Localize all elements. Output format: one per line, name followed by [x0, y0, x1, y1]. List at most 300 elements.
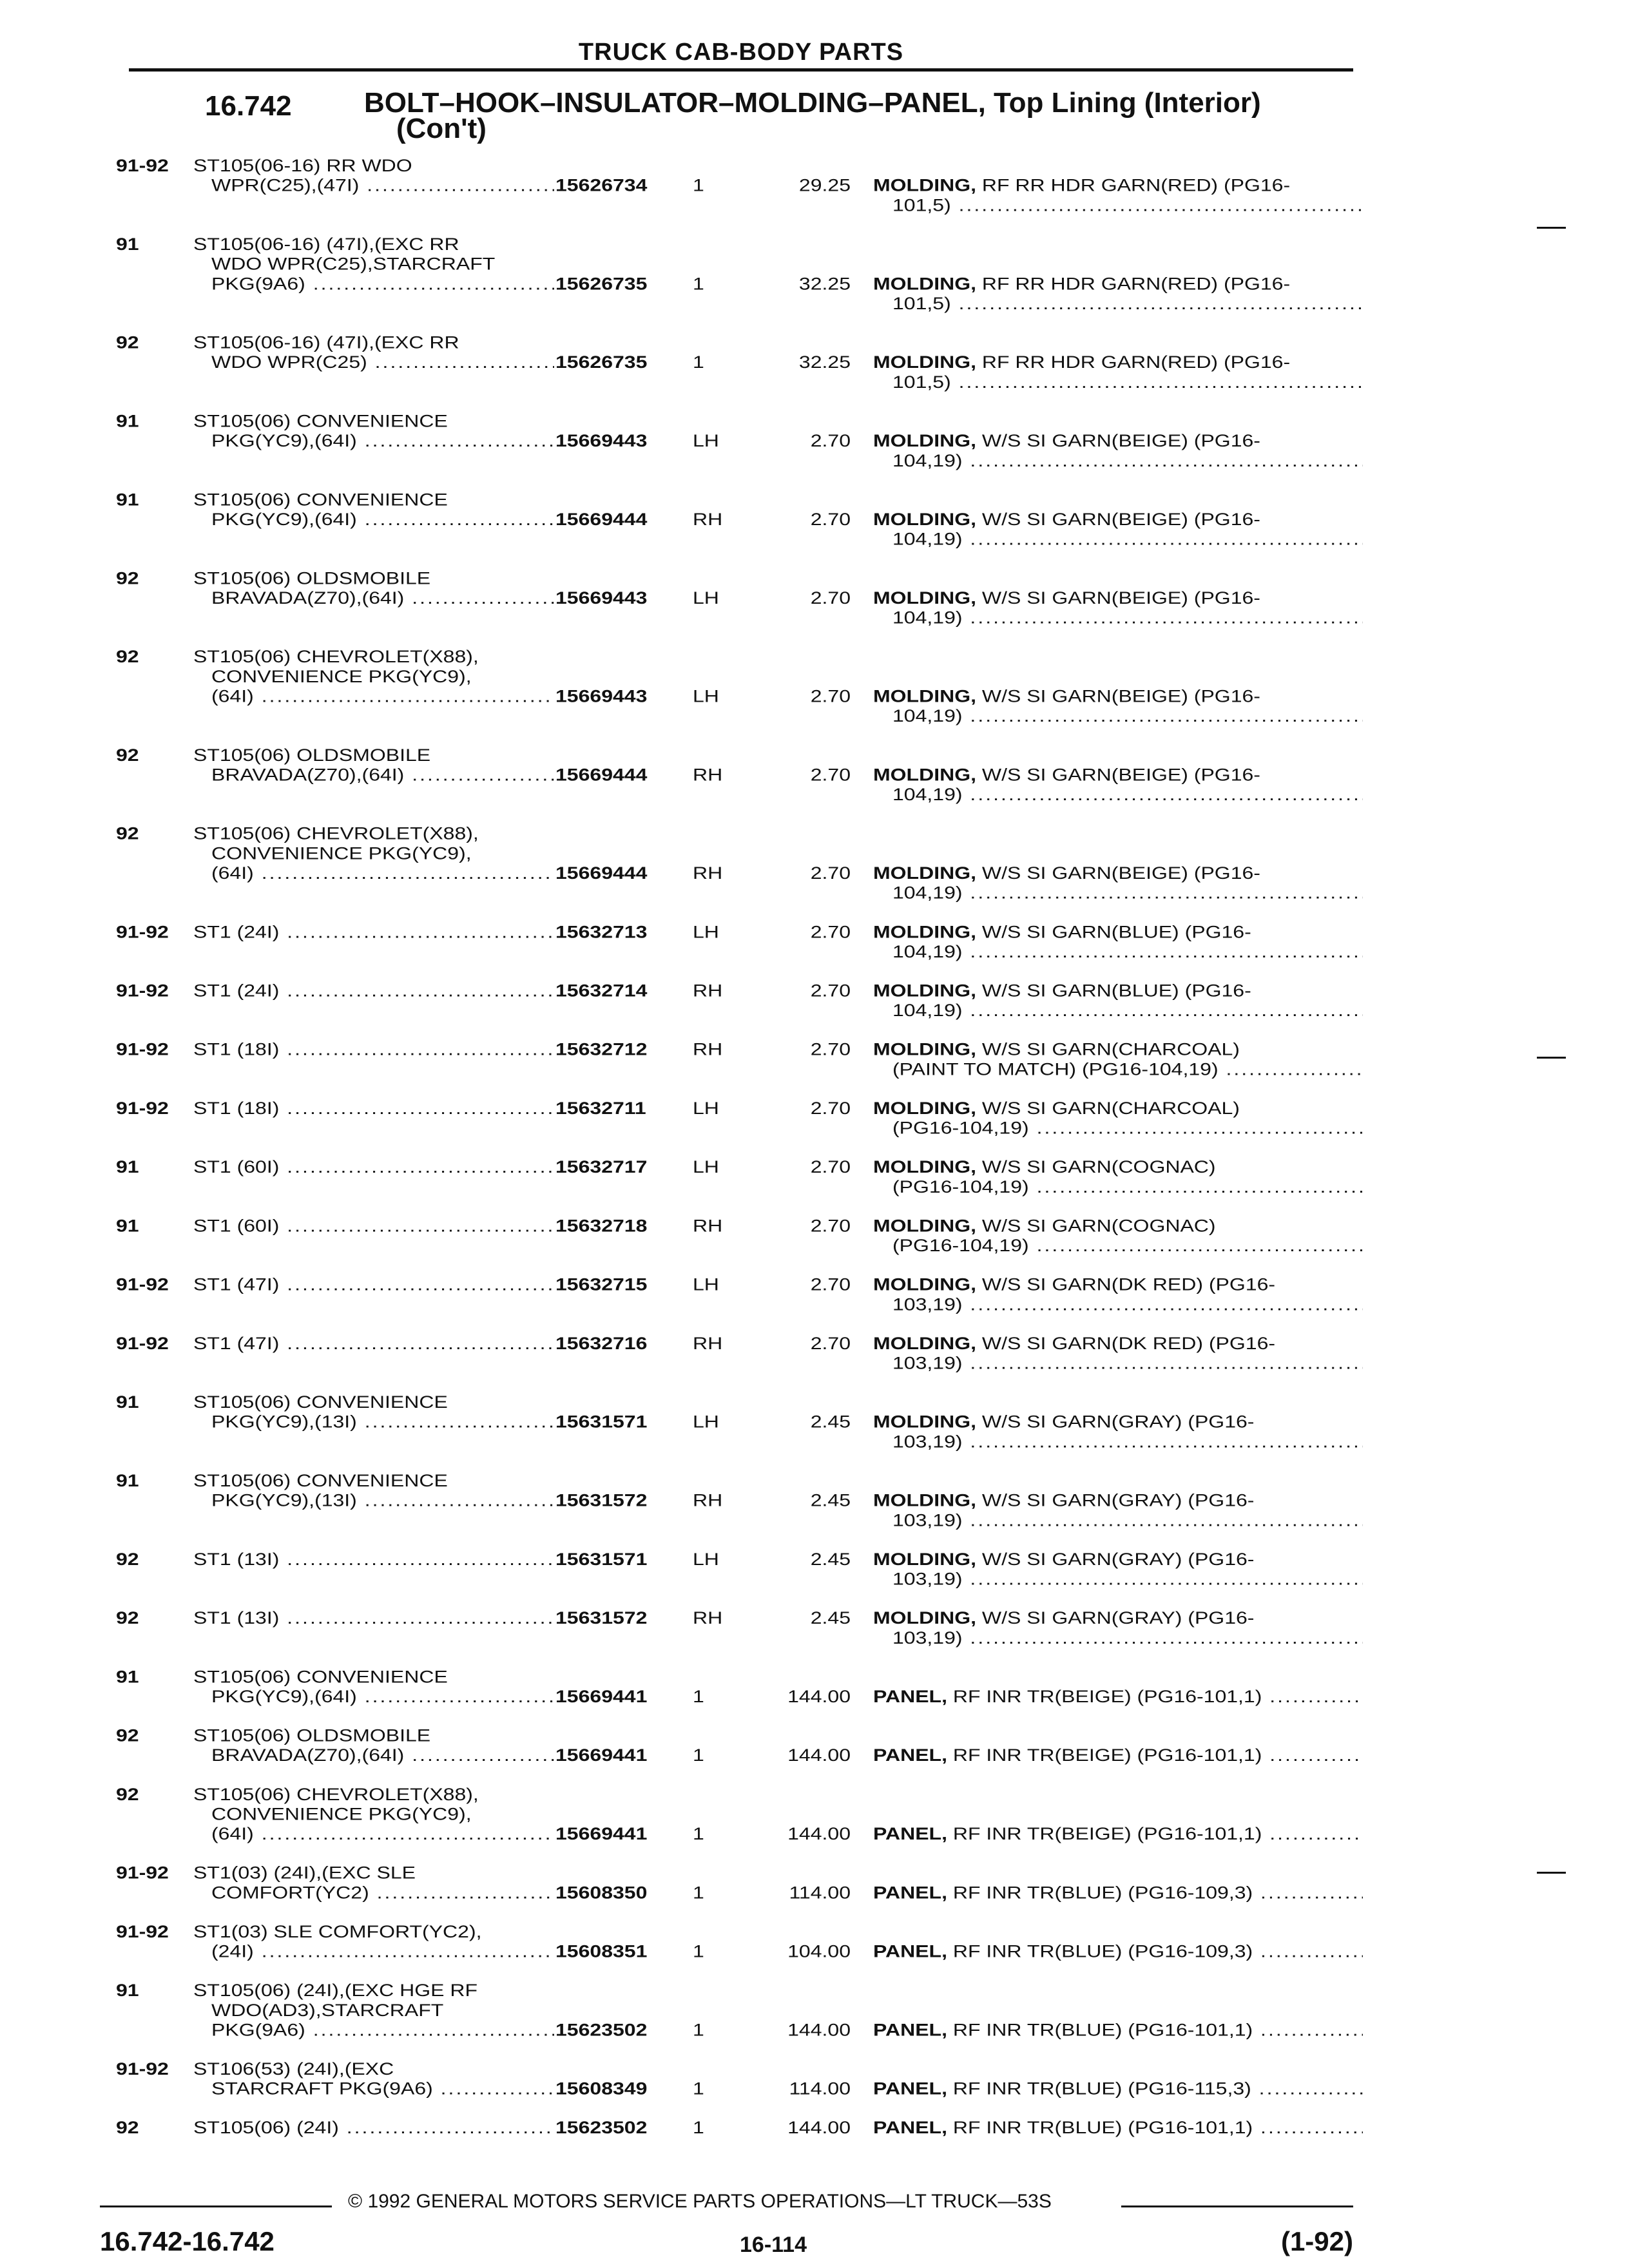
- application-description: [193, 1725, 554, 1765]
- price: 104.00: [787, 1941, 851, 1961]
- model-year: 92: [116, 1549, 139, 1569]
- footer-copyright: © 1992 GENERAL MOTORS SERVICE PARTS OPERATIONS—LT TRUCK—53S: [348, 2191, 1052, 2212]
- description-line: ST1 (24I) .....: [193, 981, 554, 1001]
- part-name-keyword: MOLDING,: [873, 686, 976, 706]
- part-name-text: W/S SI GARN(DK RED) (PG16-: [981, 1333, 1276, 1353]
- part-number: 15623502: [555, 2118, 648, 2138]
- price: 2.70: [810, 765, 851, 785]
- part-number: 15631572: [555, 1490, 648, 1510]
- description-line: BRAVADA(Z70),(64I) .....: [193, 765, 554, 785]
- quantity: LH: [693, 588, 719, 608]
- part-name-keyword: PANEL,: [873, 1824, 947, 1843]
- model-year: 92: [116, 1784, 139, 1804]
- price: 2.70: [810, 1274, 851, 1294]
- description-line: PKG(YC9),(64I) .....: [193, 431, 554, 451]
- part-name: [873, 2118, 1363, 2138]
- part-name: [873, 588, 1363, 628]
- part-name-line: [873, 1824, 1363, 1844]
- part-name: [873, 981, 1363, 1020]
- description-line: PKG(YC9),(64I) .....: [193, 1687, 554, 1707]
- part-name-text: RF RR HDR GARN(RED) (PG16-: [981, 352, 1291, 372]
- part-number: 15669443: [555, 431, 648, 450]
- part-name: [873, 1824, 1363, 1844]
- model-year: 91: [116, 1667, 139, 1687]
- application-description: [193, 1275, 554, 1295]
- part-name-text: W/S SI GARN(BEIGE) (PG16-: [981, 863, 1260, 883]
- part-name: [873, 1099, 1363, 1138]
- quantity: LH: [693, 1549, 719, 1569]
- part-number: 15632717: [555, 1157, 648, 1177]
- application-description: [193, 922, 554, 942]
- part-name-text: RF INR TR(BLUE) (PG16-115,3): [952, 2079, 1251, 2099]
- part-name-line: [873, 1334, 1363, 1354]
- part-name-line: [873, 1510, 1363, 1530]
- model-year: 92: [116, 332, 139, 352]
- price: 2.70: [810, 686, 851, 706]
- part-number: 15669441: [555, 1745, 648, 1765]
- section-number: 16.742: [205, 90, 292, 122]
- quantity: LH: [693, 1274, 719, 1294]
- application-description: [193, 332, 554, 372]
- part-number: 15626734: [555, 175, 648, 195]
- part-number: 15632718: [555, 1216, 648, 1236]
- part-name-keyword: PANEL,: [873, 2020, 947, 2040]
- description-line: ST106(53) (24I),(EXC: [193, 2059, 394, 2079]
- part-name: [873, 1412, 1363, 1452]
- model-year: 91: [116, 1157, 139, 1177]
- description-line: ST105(06-16) (47I),(EXC RR: [193, 234, 459, 254]
- price: 144.00: [787, 1745, 851, 1765]
- description-line: ST1 (18I) .....: [193, 1099, 554, 1119]
- description-line: CONVENIENCE PKG(YC9),: [211, 1804, 472, 1824]
- part-name-keyword: MOLDING,: [873, 863, 976, 883]
- part-number: 15669443: [555, 686, 648, 706]
- description-line: PKG(YC9),(13I) .....: [193, 1491, 554, 1511]
- description-line: ST1 (18I) .....: [193, 1040, 554, 1060]
- part-name-keyword: MOLDING,: [873, 1157, 976, 1177]
- quantity: 1: [693, 352, 704, 372]
- part-name-keyword: MOLDING,: [873, 1549, 976, 1569]
- part-number: 15632716: [555, 1333, 648, 1353]
- application-description: [193, 1157, 554, 1177]
- price: 2.70: [810, 1216, 851, 1236]
- part-number: 15669444: [555, 765, 648, 785]
- price: 2.45: [810, 1412, 851, 1432]
- part-name-line: [873, 1157, 1363, 1177]
- description-line: CONVENIENCE PKG(YC9),: [211, 843, 472, 863]
- part-name-text: RF INR TR(BEIGE) (PG16-101,1): [952, 1745, 1262, 1765]
- model-year: 91-92: [116, 1039, 169, 1059]
- application-description: [193, 1863, 554, 1903]
- part-name-text: W/S SI GARN(DK RED) (PG16-: [981, 1274, 1276, 1294]
- description-line: PKG(YC9),(64I) .....: [193, 510, 554, 530]
- part-name-line: [873, 510, 1363, 530]
- application-description: [193, 647, 554, 706]
- model-year: 92: [116, 1725, 139, 1745]
- part-name-text: W/S SI GARN(GRAY) (PG16-: [981, 1549, 1255, 1569]
- quantity: 1: [693, 175, 704, 195]
- part-name: [873, 274, 1363, 313]
- part-name-keyword: MOLDING,: [873, 765, 976, 785]
- description-line: ST105(06-16) (47I),(EXC RR: [193, 332, 459, 352]
- part-name-text: W/S SI GARN(BLUE) (PG16-: [981, 981, 1251, 1001]
- part-name-text: 104,19): [892, 450, 963, 470]
- part-name-text: W/S SI GARN(BEIGE) (PG16-: [981, 588, 1260, 608]
- part-name-line: [873, 1883, 1363, 1903]
- part-name-text: RF RR HDR GARN(RED) (PG16-: [981, 175, 1291, 195]
- part-name-line: [873, 195, 1363, 215]
- part-name-text: RF INR TR(BLUE) (PG16-101,1): [952, 2118, 1253, 2138]
- description-line: ST105(06-16) RR WDO: [193, 156, 412, 175]
- part-name-line: [873, 1412, 1363, 1432]
- application-description: [193, 981, 554, 1001]
- part-name: [873, 176, 1363, 215]
- part-name-line: [873, 1294, 1363, 1314]
- part-name-line: [873, 2118, 1363, 2138]
- price: 144.00: [787, 1824, 851, 1843]
- part-name: [873, 922, 1363, 961]
- model-year: 92: [116, 823, 139, 843]
- description-line: (64I) .....: [193, 686, 554, 706]
- price: 144.00: [787, 2118, 851, 2138]
- part-name-keyword: MOLDING,: [873, 274, 976, 294]
- footer-page-number: 16-114: [740, 2233, 807, 2257]
- part-number: 15669444: [555, 863, 648, 883]
- description-line: STARCRAFT PKG(9A6) .....: [193, 2079, 554, 2099]
- application-description: [193, 156, 554, 195]
- part-name-text: W/S SI GARN(BEIGE) (PG16-: [981, 509, 1260, 529]
- part-name-text: 104,19): [892, 529, 963, 549]
- part-name-line: [873, 451, 1363, 471]
- description-line: ST1 (60I) .....: [193, 1216, 554, 1236]
- part-name-text: (PG16-104,19): [892, 1177, 1029, 1196]
- model-year: 92: [116, 568, 139, 588]
- application-description: [193, 235, 554, 294]
- part-name-keyword: MOLDING,: [873, 431, 976, 450]
- model-year: 91: [116, 490, 139, 510]
- part-name: [873, 1745, 1363, 1765]
- part-name-line: [873, 1942, 1363, 1962]
- part-name-text: 101,5): [892, 293, 951, 313]
- quantity: RH: [693, 509, 723, 529]
- model-year: 92: [116, 2118, 139, 2138]
- description-line: ST105(06) OLDSMOBILE: [193, 1725, 431, 1745]
- part-name-text: RF INR TR(BEIGE) (PG16-101,1): [952, 1824, 1262, 1843]
- part-name-keyword: MOLDING,: [873, 588, 976, 608]
- price: 2.70: [810, 981, 851, 1001]
- model-year: 91-92: [116, 1274, 169, 1294]
- part-name-line: [873, 2020, 1363, 2040]
- part-name-line: [873, 922, 1363, 942]
- part-name-line: [873, 1059, 1363, 1079]
- part-name-line: [873, 1432, 1363, 1452]
- part-name-text: W/S SI GARN(BEIGE) (PG16-: [981, 686, 1260, 706]
- quantity: 1: [693, 2118, 704, 2138]
- quantity: RH: [693, 1490, 723, 1510]
- quantity: 1: [693, 1883, 704, 1903]
- quantity: 1: [693, 2079, 704, 2099]
- model-year: 91-92: [116, 1863, 169, 1883]
- price: 29.25: [798, 175, 851, 195]
- part-number: 15626735: [555, 274, 648, 294]
- part-name-line: [873, 1119, 1363, 1139]
- part-name-keyword: PANEL,: [873, 1941, 947, 1961]
- part-number: 15608349: [555, 2079, 648, 2099]
- part-name-keyword: PANEL,: [873, 1883, 947, 1903]
- quantity: RH: [693, 981, 723, 1001]
- description-line: PKG(YC9),(13I) .....: [193, 1412, 554, 1432]
- price: 114.00: [789, 2079, 851, 2099]
- part-name-line: [873, 1745, 1363, 1765]
- part-name-line: [873, 1236, 1363, 1256]
- part-name-text: 103,19): [892, 1294, 963, 1314]
- description-line: BRAVADA(Z70),(64I) .....: [193, 1745, 554, 1765]
- section-subtitle: (Con't): [396, 113, 487, 144]
- description-line: CONVENIENCE PKG(YC9),: [211, 666, 472, 686]
- application-description: [193, 1785, 554, 1844]
- quantity: LH: [693, 922, 719, 942]
- part-name-keyword: MOLDING,: [873, 509, 976, 529]
- application-description: [193, 1471, 554, 1510]
- description-line: WDO WPR(C25),STARCRAFT: [211, 254, 496, 274]
- part-name-text: W/S SI GARN(CHARCOAL): [981, 1039, 1240, 1059]
- part-name-text: 103,19): [892, 1569, 963, 1589]
- part-name-keyword: PANEL,: [873, 2079, 947, 2099]
- model-year: 91: [116, 1392, 139, 1412]
- quantity: 1: [693, 1824, 704, 1843]
- part-name-text: RF INR TR(BEIGE) (PG16-101,1): [952, 1686, 1262, 1706]
- part-name-text: RF INR TR(BLUE) (PG16-109,3): [952, 1941, 1253, 1961]
- part-name-text: 104,19): [892, 785, 963, 804]
- description-line: ST105(06) CHEVROLET(X88),: [193, 823, 479, 843]
- part-name-keyword: MOLDING,: [873, 1216, 976, 1236]
- description-line: ST105(06) CONVENIENCE: [193, 1392, 448, 1412]
- description-line: ST105(06) OLDSMOBILE: [193, 568, 431, 588]
- part-name-keyword: MOLDING,: [873, 1608, 976, 1628]
- part-name-line: [873, 765, 1363, 785]
- part-name-line: [873, 608, 1363, 628]
- part-name-text: W/S SI GARN(CHARCOAL): [981, 1098, 1240, 1118]
- part-name-keyword: MOLDING,: [873, 1490, 976, 1510]
- part-number: 15631571: [555, 1412, 648, 1432]
- price: 2.70: [810, 431, 851, 450]
- model-year: 91-92: [116, 156, 169, 175]
- part-name: [873, 1040, 1363, 1079]
- part-number: 15632713: [555, 922, 648, 942]
- margin-mark: [1537, 1057, 1566, 1059]
- description-line: ST1(03) (24I),(EXC SLE: [193, 1863, 416, 1883]
- price: 32.25: [798, 274, 851, 294]
- part-number: 15669441: [555, 1686, 648, 1706]
- part-name-keyword: PANEL,: [873, 1745, 947, 1765]
- application-description: [193, 1334, 554, 1354]
- description-line: ST105(06) CHEVROLET(X88),: [193, 647, 479, 666]
- part-name-keyword: MOLDING,: [873, 1412, 976, 1432]
- part-name-text: W/S SI GARN(BEIGE) (PG16-: [981, 431, 1260, 450]
- part-number: 15626735: [555, 352, 648, 372]
- model-year: 91: [116, 234, 139, 254]
- description-line: ST105(06) (24I) .....: [193, 2118, 554, 2138]
- part-number: 15669443: [555, 588, 648, 608]
- part-number: 15632711: [555, 1098, 646, 1118]
- part-name-text: W/S SI GARN(COGNAC): [981, 1216, 1216, 1236]
- description-line: WPR(C25),(47I) .....: [193, 176, 554, 196]
- part-name: [873, 863, 1363, 903]
- part-name-keyword: MOLDING,: [873, 922, 976, 942]
- model-year: 92: [116, 647, 139, 666]
- quantity: 1: [693, 1941, 704, 1961]
- part-name-keyword: MOLDING,: [873, 352, 976, 372]
- part-name-keyword: MOLDING,: [873, 1333, 976, 1353]
- quantity: RH: [693, 1608, 723, 1628]
- footer-date: (1-92): [1280, 2226, 1353, 2256]
- part-name-line: [873, 372, 1363, 392]
- part-name-text: 101,5): [892, 195, 951, 215]
- quantity: RH: [693, 1039, 723, 1059]
- part-name-text: RF INR TR(BLUE) (PG16-109,3): [952, 1883, 1253, 1903]
- part-number: 15669444: [555, 509, 648, 529]
- part-name: [873, 1216, 1363, 1255]
- quantity: LH: [693, 686, 719, 706]
- description-line: WDO WPR(C25) .....: [193, 352, 554, 372]
- part-name-line: [873, 942, 1363, 962]
- description-line: PKG(9A6) .....: [193, 274, 554, 294]
- price: 2.70: [810, 588, 851, 608]
- part-name-line: [873, 530, 1363, 550]
- description-line: (64I) .....: [193, 1824, 554, 1844]
- description-line: BRAVADA(Z70),(64I) .....: [193, 588, 554, 608]
- part-name-text: W/S SI GARN(GRAY) (PG16-: [981, 1412, 1255, 1432]
- model-year: 91-92: [116, 1333, 169, 1353]
- part-name-text: 104,19): [892, 1001, 963, 1020]
- part-name-text: W/S SI GARN(COGNAC): [981, 1157, 1216, 1177]
- part-name: [873, 510, 1363, 549]
- quantity: RH: [693, 1333, 723, 1353]
- part-name: [873, 1275, 1363, 1314]
- description-line: ST1 (47I) .....: [193, 1275, 554, 1295]
- description-line: ST1 (60I) .....: [193, 1157, 554, 1177]
- application-description: [193, 2118, 554, 2138]
- part-number: 15608351: [555, 1941, 648, 1961]
- part-name-line: [873, 1550, 1363, 1570]
- model-year: 91: [116, 1470, 139, 1490]
- quantity: LH: [693, 1412, 719, 1432]
- application-description: [193, 1667, 554, 1706]
- price: 2.70: [810, 1039, 851, 1059]
- margin-mark: [1537, 1872, 1566, 1874]
- part-name-text: 103,19): [892, 1353, 963, 1373]
- footer-rule-left: [100, 2206, 332, 2207]
- description-line: PKG(9A6) .....: [193, 2020, 554, 2040]
- part-name-text: 104,19): [892, 883, 963, 903]
- part-name-line: [873, 706, 1363, 726]
- part-name-line: [873, 1177, 1363, 1197]
- part-name-keyword: MOLDING,: [873, 1039, 976, 1059]
- part-number: 15632712: [555, 1039, 648, 1059]
- part-name-line: [873, 1099, 1363, 1119]
- application-description: [193, 1922, 554, 1961]
- quantity: 1: [693, 1745, 704, 1765]
- part-name-keyword: MOLDING,: [873, 175, 976, 195]
- header-rule: [129, 68, 1353, 72]
- description-line: ST1 (13I) .....: [193, 1550, 554, 1570]
- part-number: 15608350: [555, 1883, 648, 1903]
- model-year: 91: [116, 1216, 139, 1236]
- part-name: [873, 765, 1363, 804]
- application-description: [193, 1040, 554, 1060]
- description-line: ST1 (24I) .....: [193, 922, 554, 942]
- part-name-text: 104,19): [892, 608, 963, 628]
- part-name-keyword: MOLDING,: [873, 1274, 976, 1294]
- price: 2.45: [810, 1608, 851, 1628]
- description-line: ST1 (13I) .....: [193, 1608, 554, 1628]
- part-name-line: [873, 431, 1363, 451]
- description-line: ST1 (47I) .....: [193, 1334, 554, 1354]
- model-year: 92: [116, 1608, 139, 1628]
- part-name-text: 103,19): [892, 1628, 963, 1648]
- part-name: [873, 1608, 1363, 1648]
- part-name-line: [873, 294, 1363, 314]
- part-name: [873, 1550, 1363, 1589]
- quantity: 1: [693, 1686, 704, 1706]
- application-description: [193, 568, 554, 608]
- section-title-block: [364, 87, 1331, 144]
- model-year: 91: [116, 1981, 139, 2000]
- model-year: 91-92: [116, 1098, 169, 1118]
- description-line: ST105(06) CONVENIENCE: [193, 490, 448, 510]
- section-title: BOLT–HOOK–INSULATOR–MOLDING–PANEL, Top Lining (Interior): [364, 87, 1261, 119]
- part-name-text: RF INR TR(BLUE) (PG16-101,1): [952, 2020, 1253, 2040]
- part-name: [873, 431, 1363, 470]
- quantity: RH: [693, 863, 723, 883]
- part-name-line: [873, 176, 1363, 196]
- quantity: LH: [693, 1098, 719, 1118]
- price: 2.70: [810, 1333, 851, 1353]
- part-name-line: [873, 1353, 1363, 1373]
- part-name: [873, 686, 1363, 726]
- model-year: 91: [116, 411, 139, 431]
- price: 144.00: [787, 1686, 851, 1706]
- part-name-keyword: MOLDING,: [873, 1098, 976, 1118]
- quantity: 1: [693, 2020, 704, 2040]
- price: 114.00: [789, 1883, 851, 1903]
- part-name-line: [873, 274, 1363, 294]
- part-name: [873, 1491, 1363, 1530]
- application-description: [193, 1392, 554, 1432]
- price: 2.45: [810, 1490, 851, 1510]
- part-name-text: (PG16-104,19): [892, 1236, 1029, 1255]
- application-description: [193, 1099, 554, 1119]
- description-line: ST105(06) CONVENIENCE: [193, 1470, 448, 1490]
- part-name-line: [873, 1569, 1363, 1589]
- price: 144.00: [787, 2020, 851, 2040]
- application-description: [193, 1216, 554, 1236]
- part-name-text: 103,19): [892, 1432, 963, 1452]
- part-name-line: [873, 1628, 1363, 1648]
- description-line: ST105(06) CHEVROLET(X88),: [193, 1784, 479, 1804]
- price: 32.25: [798, 352, 851, 372]
- part-name-line: [873, 2079, 1363, 2099]
- model-year: 91-92: [116, 1921, 169, 1941]
- part-number: 15632714: [555, 981, 648, 1001]
- part-name-keyword: PANEL,: [873, 1686, 947, 1706]
- application-description: [193, 824, 554, 883]
- application-description: [193, 745, 554, 785]
- application-description: [193, 1981, 554, 2040]
- application-description: [193, 1608, 554, 1628]
- price: 2.45: [810, 1549, 851, 1569]
- part-number: 15631572: [555, 1608, 648, 1628]
